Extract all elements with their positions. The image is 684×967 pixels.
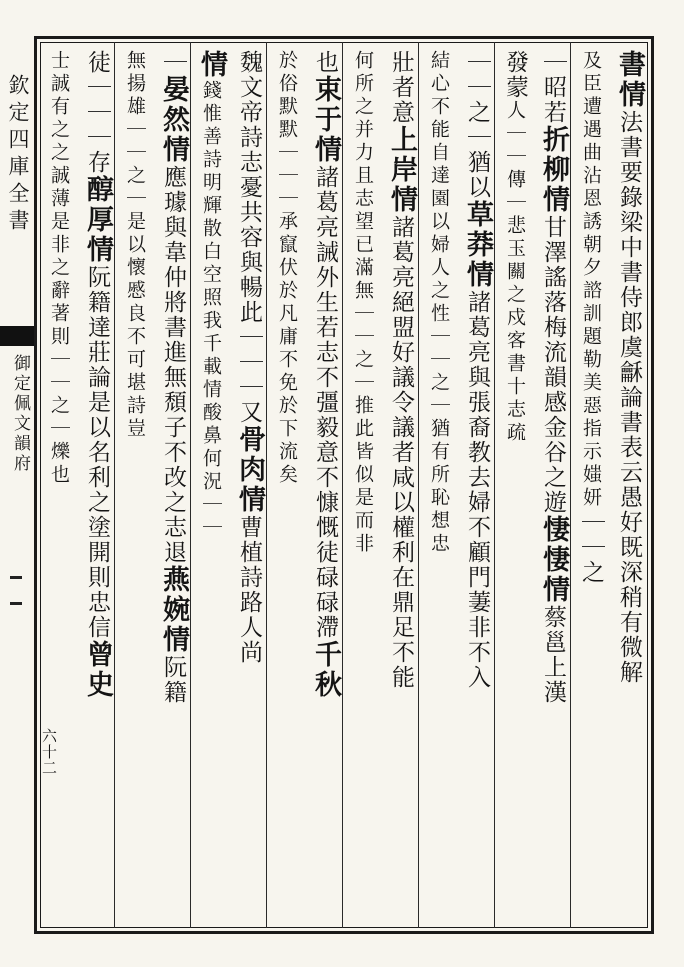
margin-tick xyxy=(10,602,22,605)
text-column xyxy=(605,50,649,925)
entry-heading: 曾史 xyxy=(82,640,113,700)
collection-title: 欽定四庫全書 xyxy=(6,74,30,236)
entry-text: 及臣遭遇曲沾恩誘朝夕諮訓題勒美惡指示媸妍 xyxy=(580,50,602,510)
entry-heading: 骨肉情 xyxy=(234,425,265,515)
text-column xyxy=(567,50,611,925)
entry-text: 也 xyxy=(312,50,338,75)
entry-text: 何所之 xyxy=(352,50,374,119)
entry-text: 酸鼻何況｜｜ xyxy=(200,402,222,540)
entry-heading: 束于情 xyxy=(310,75,341,165)
entry-text: 阮籍達莊論是以名利之塗開則忠信 xyxy=(84,265,110,640)
entry-heading: 情 xyxy=(196,50,227,80)
entry-text: 諸葛亮絕盟好議令議者咸以權利在鼎足不能 xyxy=(388,215,414,690)
entry-text: 之誠薄是非之辭著則｜｜之｜爍也 xyxy=(48,142,70,487)
entry-heading: 草莽情 xyxy=(462,200,493,290)
margin-tick xyxy=(10,576,22,579)
entry-text: 阮籍 xyxy=(160,655,186,705)
entry-text: 壯者意 xyxy=(388,50,414,125)
text-column xyxy=(111,50,155,925)
text-column xyxy=(453,50,497,925)
entry-heading: 千秋 xyxy=(310,640,341,700)
entry-text: 無揚雄｜｜之｜是以懷慼良不可堪 xyxy=(124,50,146,395)
entry-text: 法書要錄梁中書侍郎虞龢論書表云愚好既深稍有微解 xyxy=(616,110,642,685)
entry-text: 發蒙 xyxy=(502,50,528,100)
entry-text: 諸葛亮誡外生若志不彊毅意不慷慨徒碌碌滯 xyxy=(312,165,338,640)
entry-text: 并力且志望已滿無｜｜之｜推此皆似是而非 xyxy=(352,119,374,556)
entry-text: 諸葛亮與張裔教去婦不顧門萋非不入 xyxy=(464,290,490,690)
entry-heading: 上岸情 xyxy=(386,125,417,215)
text-column xyxy=(301,50,345,925)
entry-text: 士誠有之 xyxy=(48,50,70,142)
text-column xyxy=(73,50,117,925)
entry-text: 應璩與韋仲將書進無頹子不改之志退 xyxy=(160,165,186,565)
entry-heading: 醇厚情 xyxy=(82,175,113,265)
entry-text: 曹植詩路人尚 xyxy=(236,515,262,665)
text-column xyxy=(377,50,421,925)
entry-text: 魏文帝詩志憂共容與暢此｜｜｜又 xyxy=(236,50,262,425)
entry-text: 園以婦人之性｜｜之｜猶有所恥想忠 xyxy=(428,188,450,556)
entry-text: 人｜｜傳｜悲玉關之戍客 xyxy=(504,100,526,353)
entry-text: 錢惟善詩明輝散白空照我千載情 xyxy=(200,80,222,402)
text-column xyxy=(415,50,459,925)
fishtail-mark xyxy=(0,326,34,346)
entry-heading: 悽悽情 xyxy=(538,515,569,605)
entry-text: 書十志疏 xyxy=(504,353,526,445)
entry-text: 若 xyxy=(540,100,566,125)
text-column xyxy=(149,50,193,925)
entry-text: 甘澤謠落梅流韻感金谷之遊 xyxy=(540,215,566,515)
entry-text: ｜昭 xyxy=(540,50,566,100)
text-column xyxy=(339,50,383,925)
entry-text: 徒｜｜｜存 xyxy=(84,50,110,175)
entry-text: ｜｜之 xyxy=(578,510,604,585)
book-title: 御定佩文韻府 xyxy=(10,354,30,474)
page-number: 六十二 xyxy=(40,728,58,776)
entry-heading: 折柳情 xyxy=(538,125,569,215)
entry-heading: 燕婉情 xyxy=(158,565,189,655)
text-column xyxy=(225,50,269,925)
entry-heading: 書情 xyxy=(614,50,645,110)
entry-text: 於俗默默｜｜｜承竄伏於凡庸不免於下流矣 xyxy=(276,50,298,487)
text-column xyxy=(491,50,535,925)
book-margin xyxy=(0,36,34,934)
entry-text: 蔡邕上漢 xyxy=(540,605,566,705)
entry-text: 詩豈 xyxy=(124,395,146,441)
entry-heading: 晏然情 xyxy=(158,75,189,165)
entry-text: 結心不能自達 xyxy=(428,50,450,188)
entry-text: ｜ xyxy=(160,50,186,75)
text-column xyxy=(263,50,307,925)
text-column xyxy=(529,50,573,925)
entry-text: ｜｜之｜猶以 xyxy=(464,50,490,200)
text-column xyxy=(187,50,231,925)
text-column xyxy=(35,50,79,925)
